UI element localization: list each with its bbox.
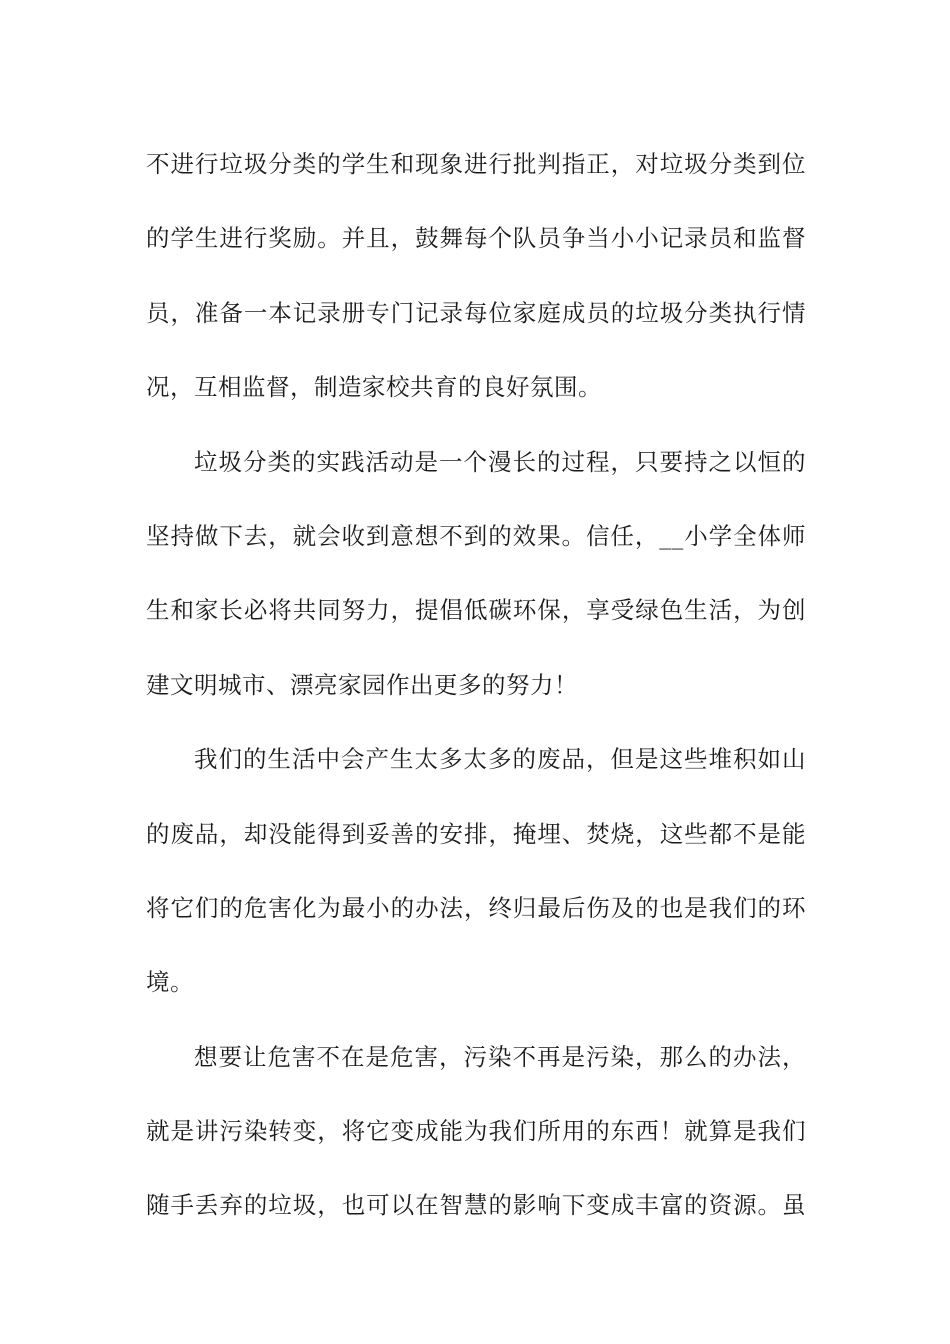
text-line: 坚持做下去，就会收到意想不到的效果。信任，__小学全体师 (146, 521, 806, 550)
text-line: 生和家长必将共同努力，提倡低碳环保，享受绿色生活，为创 (146, 596, 806, 625)
text-line: 随手丢弃的垃圾，也可以在智慧的影响下变成丰富的资源。虽 (146, 1191, 806, 1220)
text-line: 员，准备一本记录册专门记录每位家庭成员的垃圾分类执行情 (146, 298, 806, 327)
text-line: 不进行垃圾分类的学生和现象进行批判指正，对垃圾分类到位 (146, 150, 806, 178)
text-line: 将它们的危害化为最小的办法，终归最后伤及的也是我们的环 (146, 893, 806, 922)
text-line: 想要让危害不在是危害，污染不再是污染，那么的办法， (194, 1042, 806, 1071)
text-line: 就是讲污染转变，将它变成能为我们所用的东西！就算是我们 (146, 1117, 806, 1146)
paragraph-4 (146, 1020, 806, 1243)
text-line: 况，互相监督，制造家校共育的良好氛围。 (146, 373, 602, 402)
text-line: 我们的生活中会产生太多太多的废品，但是这些堆积如山 (194, 745, 806, 774)
text-line: 的废品，却没能得到妥善的安排，掩埋、焚烧，这些都不是能 (146, 819, 806, 848)
document-body (146, 127, 806, 1243)
text-line: 的学生进行奖励。并且，鼓舞每个队员争当小小记录员和监督 (146, 224, 806, 253)
text-line: 垃圾分类的实践活动是一个漫长的过程，只要持之以恒的 (194, 447, 806, 476)
paragraph-1 (146, 127, 806, 425)
text-line: 建文明城市、漂亮家园作出更多的努力！ (146, 670, 578, 699)
paragraph-2 (146, 425, 806, 723)
text-line: 境。 (146, 968, 194, 997)
paragraph-3 (146, 722, 806, 1020)
